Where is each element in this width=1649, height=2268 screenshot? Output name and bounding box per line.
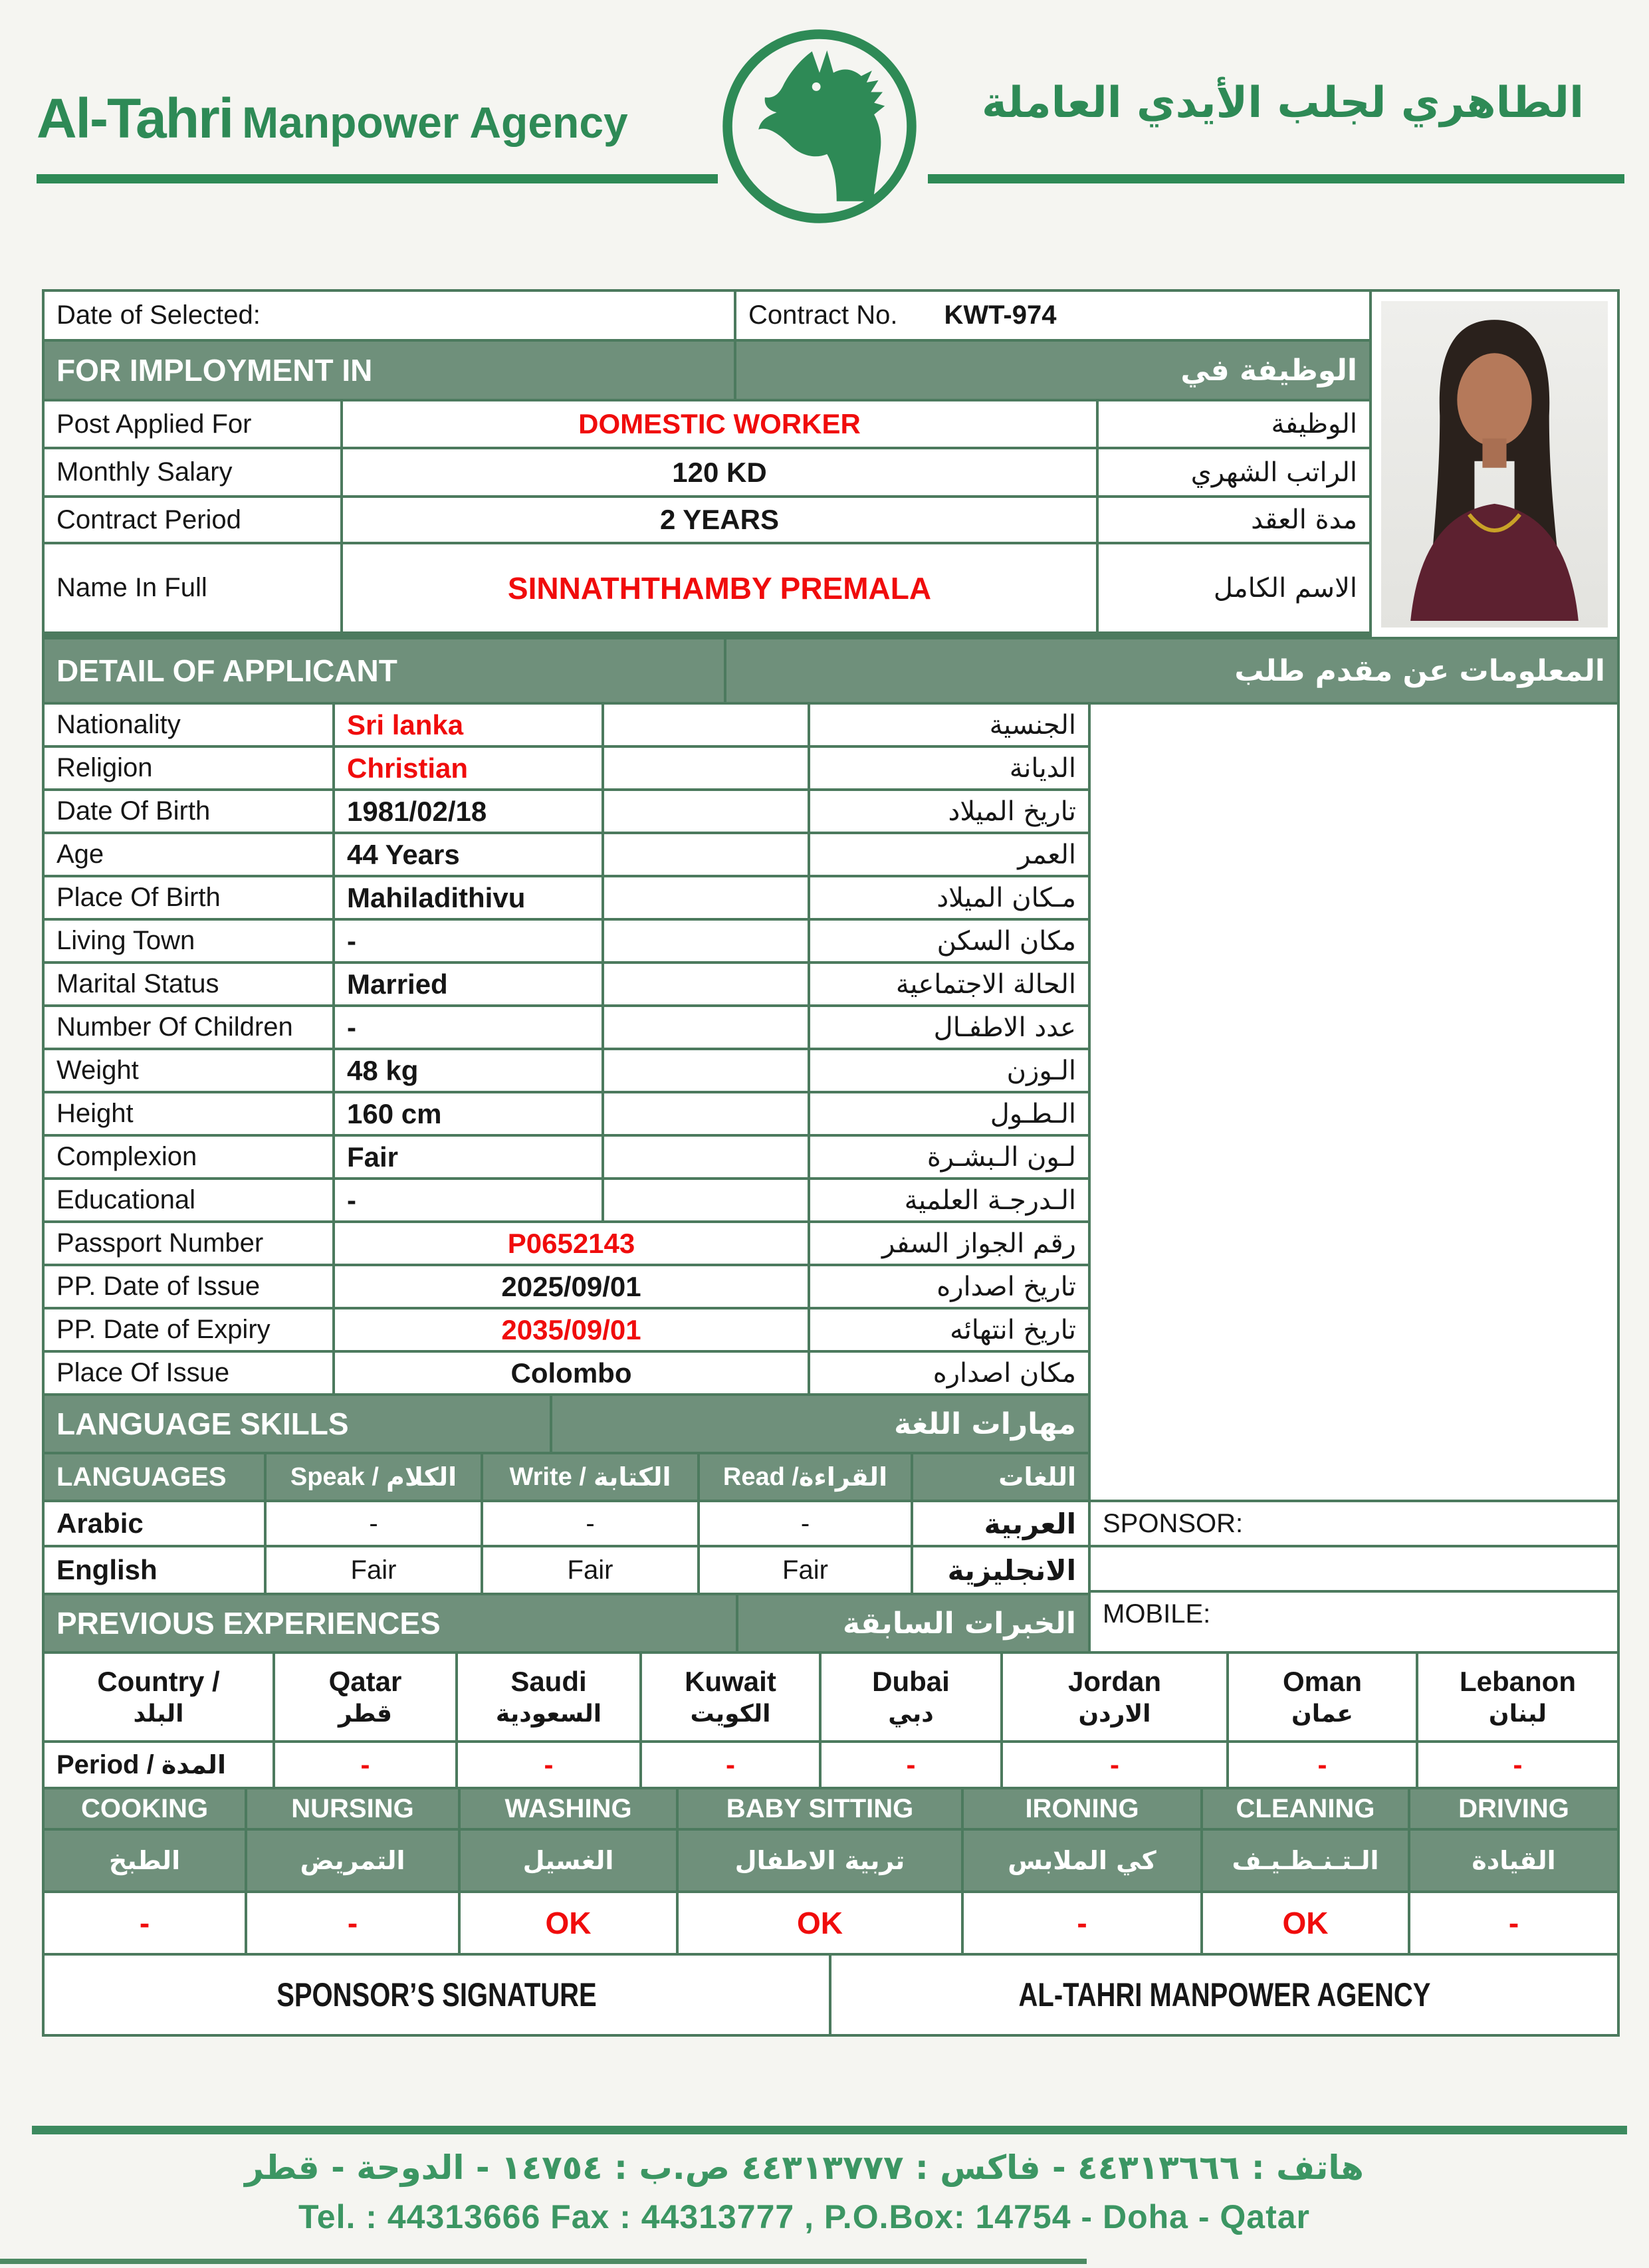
field-label: Nationality: [56, 710, 181, 740]
photo-sponsor-block: [1091, 705, 1617, 1651]
contract-period-value: 2 YEARS: [343, 498, 1096, 542]
monthly-salary-label: Monthly Salary: [45, 449, 340, 495]
row-place-of-issue: Place Of Issue Colombo مكان اصداره: [45, 1353, 1088, 1393]
post-applied-value: DOMESTIC WORKER: [343, 401, 1096, 447]
name-in-full-value: SINNATHTHAMBY PREMALA: [343, 544, 1096, 631]
signature-row: [45, 1956, 1617, 2034]
country-col-label: Country /: [97, 1665, 220, 1697]
row-living-town: Living Town - مكان السكن: [45, 921, 1088, 961]
agency-signature-label: AL-TAHRI MANPOWER AGENCY: [1018, 1976, 1430, 2014]
passport-photo-cell: [1372, 292, 1617, 637]
mobile-label: MOBILE:: [1103, 1599, 1211, 1629]
mobile-cell: [1091, 1593, 1617, 1651]
contract-period-label: Contract Period: [45, 498, 340, 542]
field-value: Sri lanka: [347, 709, 464, 740]
skills-values-row: - - OK OK - OK -: [45, 1893, 1617, 1953]
row-children: Number Of Children - عدد الاطفـال: [45, 1007, 1088, 1048]
country-qatar: Qatar قطر: [275, 1654, 455, 1740]
date-of-selected-label: Date of Selected:: [56, 300, 261, 330]
skills-header-row-en: COOKING NURSING WASHING BABY SITTING IRONING CLEANING DRIVING: [45, 1789, 1617, 1828]
monthly-salary-value: 120 KD: [343, 449, 1096, 495]
row-complexion: Complexion Fair لـون الـبشـرة: [45, 1137, 1088, 1177]
contract-no-value: KWT-974: [944, 300, 1057, 330]
language-skills-header: LANGUAGE SKILLS مهارات اللغة: [45, 1396, 1088, 1452]
sponsor-label: SPONSOR:: [1103, 1508, 1244, 1538]
name-in-full-label: Name In Full: [45, 544, 340, 631]
contract-no-cell: [736, 292, 1369, 339]
row-religion: Religion Christian الديانة: [45, 748, 1088, 788]
language-row-arabic: Arabic - - - العربية: [45, 1502, 1088, 1545]
name-in-full-label-ar: الاسم الكامل: [1099, 544, 1369, 631]
row-age: Age 44 Years العمر: [45, 834, 1088, 875]
horse-logo-icon: [713, 13, 927, 239]
detail-section-header-en: DETAIL OF APPLICANT: [45, 639, 724, 702]
row-place-of-birth: Place Of Birth Mahiladithivu مـكان الميلاد: [45, 877, 1088, 918]
post-applied-label-ar: الوظيفة: [1099, 401, 1369, 447]
monthly-salary-label-ar: الراتب الشهري: [1099, 449, 1369, 495]
brand-strong: Al-Tahri: [37, 87, 233, 150]
period-row: Period / المدة - - - - - - -: [45, 1743, 1617, 1787]
spacer-cell: [604, 705, 808, 745]
applicant-passport-photo: [1381, 301, 1608, 627]
footer-rule: [32, 2126, 1627, 2134]
countries-header-row: Country / البلد Qatar قطر Saudi السعودية Kuwait الكويت Dubai دبي Jordan الاردن Oman عمان Lebanon لبنان: [45, 1654, 1617, 1740]
detail-section-header-ar: المعلومات عن مقدم طلب: [726, 639, 1617, 702]
skills-header-row-ar: الطبخ التمريض الغسيل تربية الاطفال كي الملابس الـتـنـظـيـف القيادة: [45, 1831, 1617, 1890]
employment-section-header-ar: الوظيفة في: [736, 342, 1369, 399]
top-info-block: [45, 292, 1369, 637]
application-form-table: [42, 289, 1620, 2037]
sponsor-empty-cell: [1091, 1547, 1617, 1590]
post-applied-label: Post Applied For: [45, 401, 340, 447]
row-educational: Educational - الـدرجـة العلمية: [45, 1180, 1088, 1220]
applicant-detail-block: [45, 705, 1088, 1651]
header-rule-right: [928, 174, 1624, 183]
bottom-edge-rule: [0, 2259, 1087, 2264]
country-dubai: Dubai دبي: [822, 1654, 1000, 1740]
period-label: Period /: [56, 1750, 154, 1779]
contract-no-label: Contract No.: [748, 300, 898, 330]
date-of-selected-cell: [45, 292, 734, 339]
row-marital-status: Marital Status Married الحالة الاجتماعية: [45, 964, 1088, 1004]
agency-name-english: [37, 86, 628, 151]
full-photo-cell: [1091, 705, 1617, 1500]
row-pp-expiry: PP. Date of Expiry 2035/09/01 تاريخ انتهائه: [45, 1309, 1088, 1350]
employment-section-header-en: FOR IMPLOYMENT IN: [45, 342, 734, 399]
contract-period-label-ar: مدة العقد: [1099, 498, 1369, 542]
country-saudi: Saudi السعودية: [458, 1654, 639, 1740]
footer-contact-english: Tel. : 44313666 Fax : 44313777 , P.O.Box: 14754 - Doha - Qatar: [298, 2198, 1311, 2235]
country-kuwait: Kuwait الكويت: [642, 1654, 819, 1740]
brand-rest: Manpower Agency: [242, 98, 628, 147]
country-lebanon: Lebanon لبنان: [1418, 1654, 1617, 1740]
country-oman: Oman عمان: [1229, 1654, 1416, 1740]
row-pp-issue: PP. Date of Issue 2025/09/01 تاريخ اصداره: [45, 1266, 1088, 1307]
footer-contact-arabic: هاتف : ٤٤٣١٣٦٦٦ - فاكس : ٤٤٣١٣٧٧٧ ص.ب : ١٤٧٥٤ - الدوحة - قطر: [245, 2148, 1364, 2187]
field-label-ar: الجنسية: [989, 709, 1076, 740]
country-jordan: Jordan الاردن: [1003, 1654, 1226, 1740]
agency-name-arabic: الطاهري لجلب الأيدي العاملة: [982, 78, 1584, 128]
row-height: Height 160 cm الـطـول: [45, 1093, 1088, 1134]
row-passport-number: Passport Number P0652143 رقم الجواز السفر: [45, 1223, 1088, 1264]
sponsor-signature-label: SPONSOR’S SIGNATURE: [276, 1976, 597, 2014]
header-rule-left: [37, 174, 718, 183]
sponsor-cell: [1091, 1502, 1617, 1545]
previous-experiences-header: PREVIOUS EXPERIENCES الخبرات السابقة: [45, 1595, 1088, 1651]
row-date-of-birth: Date Of Birth 1981/02/18 تاريخ الميلاد: [45, 791, 1088, 832]
row-nationality: [45, 705, 1088, 745]
language-columns-header: LANGUAGES Speak / الكلام Write / الكتابة Read / القراءة اللغات: [45, 1454, 1088, 1500]
row-weight: Weight 48 kg الـوزن: [45, 1050, 1088, 1091]
language-row-english: English Fair Fair Fair الانجليزية: [45, 1547, 1088, 1593]
